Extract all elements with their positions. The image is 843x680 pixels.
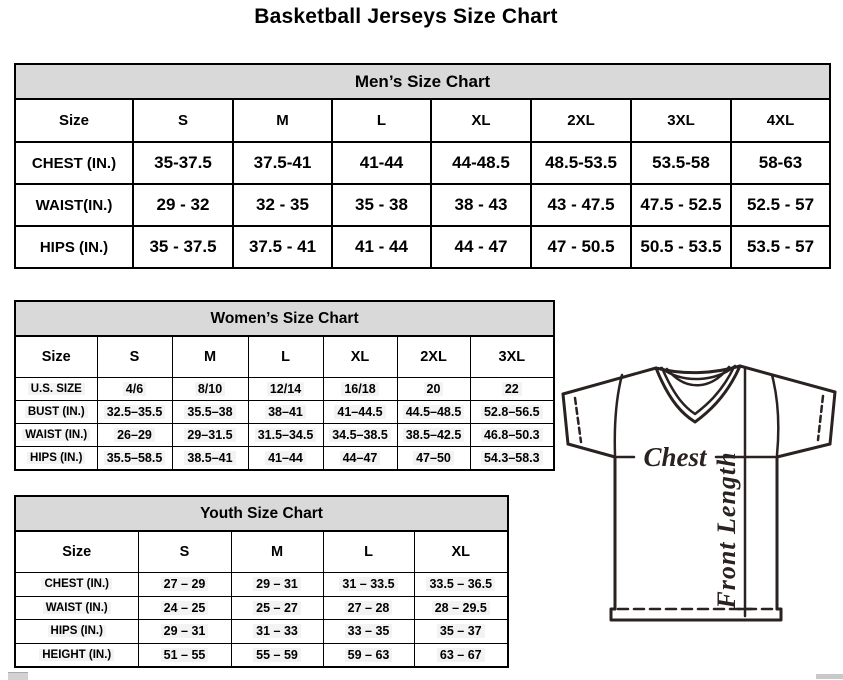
page-title: Basketball Jerseys Size Chart <box>254 5 558 28</box>
column-header: 3XL <box>631 99 731 142</box>
mens-size-chart-table <box>14 63 829 269</box>
table-cell: 38 - 43 <box>431 184 531 226</box>
table-cell: 31 – 33.5 <box>323 573 414 597</box>
table-cell: 27 – 29 <box>138 573 231 597</box>
table-cell: 46.8–50.3 <box>470 424 554 447</box>
womens-chart-title: Women’s Size Chart <box>15 301 554 336</box>
table-cell: 44–47 <box>323 447 397 471</box>
table-cell: 35 – 37 <box>414 620 508 644</box>
youth-size-chart-table <box>14 495 507 668</box>
table-cell: 50.5 - 53.5 <box>631 226 731 268</box>
table-cell: 26–29 <box>97 424 172 447</box>
table-cell: 59 – 63 <box>323 643 414 667</box>
right-cuff-dashed-line <box>818 396 823 440</box>
womens-size-chart-table <box>14 300 553 471</box>
table-cell: 47.5 - 52.5 <box>631 184 731 226</box>
row-label: HIPS (IN.) <box>15 226 133 268</box>
column-header: 2XL <box>397 336 470 378</box>
column-header: Size <box>15 531 138 573</box>
table-cell: 37.5-41 <box>233 142 332 184</box>
left-cuff-dashed-line <box>575 398 581 442</box>
table-row <box>15 301 554 336</box>
row-label: WAIST (IN.) <box>15 424 97 447</box>
right-shoulder-line <box>740 366 835 392</box>
column-header: XL <box>431 99 531 142</box>
table-cell: 38.5–41 <box>172 447 248 471</box>
table-cell: 44 - 47 <box>431 226 531 268</box>
row-label: HIPS (IN.) <box>15 447 97 471</box>
table-cell: 44.5–48.5 <box>397 401 470 424</box>
table-cell: 33 – 35 <box>323 620 414 644</box>
left-sleeve-bottom <box>568 444 615 457</box>
mens-chart-title: Men’s Size Chart <box>15 64 830 99</box>
table-cell: 35 - 37.5 <box>133 226 233 268</box>
table-cell: 41-44 <box>332 142 431 184</box>
table-cell: 54.3–58.3 <box>470 447 554 471</box>
left-sleeve-cuff <box>563 394 568 444</box>
column-header: XL <box>323 336 397 378</box>
bottom-right-cutoff-fragment <box>816 674 843 679</box>
youth-chart-title: Youth Size Chart <box>15 496 508 531</box>
table-row <box>15 573 508 597</box>
right-sleeve-cuff <box>830 392 835 444</box>
table-cell: 29 - 32 <box>133 184 233 226</box>
table-row <box>15 378 554 401</box>
table-cell: 37.5 - 41 <box>233 226 332 268</box>
table-cell: 58-63 <box>731 142 830 184</box>
table-row <box>15 99 830 142</box>
column-header: L <box>248 336 323 378</box>
table-cell: 33.5 – 36.5 <box>414 573 508 597</box>
table-row <box>15 142 830 184</box>
table-cell: 53.5 - 57 <box>731 226 830 268</box>
column-header: M <box>231 531 323 573</box>
column-header: S <box>138 531 231 573</box>
table-cell: 35 - 38 <box>332 184 431 226</box>
vneck-outer <box>656 366 740 422</box>
table-cell: 41–44 <box>248 447 323 471</box>
table-row <box>15 620 508 644</box>
left-shoulder-line <box>563 368 656 394</box>
table-cell: 16/18 <box>323 378 397 401</box>
table-cell: 29 – 31 <box>138 620 231 644</box>
right-armhole-seam <box>772 375 778 455</box>
column-header: M <box>172 336 248 378</box>
table-cell: 22 <box>470 378 554 401</box>
table-cell: 12/14 <box>248 378 323 401</box>
right-sleeve-bottom <box>777 444 830 457</box>
column-header: L <box>323 531 414 573</box>
table-cell: 32 - 35 <box>233 184 332 226</box>
column-header: S <box>133 99 233 142</box>
table-cell: 31 – 33 <box>231 620 323 644</box>
table-row <box>15 226 830 268</box>
table-cell: 35.5–58.5 <box>97 447 172 471</box>
table-cell: 27 – 28 <box>323 596 414 620</box>
column-header: XL <box>414 531 508 573</box>
row-label: HEIGHT (IN.) <box>15 643 138 667</box>
table-cell: 44-48.5 <box>431 142 531 184</box>
row-label: CHEST (IN.) <box>15 142 133 184</box>
row-label: BUST (IN.) <box>15 401 97 424</box>
table-cell: 25 – 27 <box>231 596 323 620</box>
table-cell: 38.5–42.5 <box>397 424 470 447</box>
table-cell: 29 – 31 <box>231 573 323 597</box>
table-cell: 29–31.5 <box>172 424 248 447</box>
table-cell: 53.5-58 <box>631 142 731 184</box>
table-row <box>15 184 830 226</box>
table-cell: 20 <box>397 378 470 401</box>
table-cell: 41 - 44 <box>332 226 431 268</box>
table-cell: 38–41 <box>248 401 323 424</box>
table-cell: 34.5–38.5 <box>323 424 397 447</box>
column-header: S <box>97 336 172 378</box>
table-row <box>15 447 554 471</box>
table-row <box>15 401 554 424</box>
table-row <box>15 496 508 531</box>
table-cell: 51 – 55 <box>138 643 231 667</box>
column-header: 3XL <box>470 336 554 378</box>
table-cell: 24 – 25 <box>138 596 231 620</box>
table-row <box>15 424 554 447</box>
chest-label: Chest <box>643 442 707 472</box>
row-label: HIPS (IN.) <box>15 620 138 644</box>
table-cell: 43 - 47.5 <box>531 184 631 226</box>
column-header: Size <box>15 336 97 378</box>
row-label: CHEST (IN.) <box>15 573 138 597</box>
table-cell: 52.8–56.5 <box>470 401 554 424</box>
table-row <box>15 531 508 573</box>
front-length-label: Front Length <box>712 451 741 609</box>
jersey-diagram <box>558 358 840 628</box>
table-row <box>15 64 830 99</box>
left-armhole-seam <box>615 375 622 455</box>
table-cell: 55 – 59 <box>231 643 323 667</box>
column-header: M <box>233 99 332 142</box>
column-header: Size <box>15 99 133 142</box>
table-cell: 47–50 <box>397 447 470 471</box>
table-cell: 8/10 <box>172 378 248 401</box>
table-row <box>15 643 508 667</box>
table-cell: 48.5-53.5 <box>531 142 631 184</box>
table-row <box>15 336 554 378</box>
row-label: U.S. SIZE <box>15 378 97 401</box>
table-cell: 31.5–34.5 <box>248 424 323 447</box>
table-cell: 63 – 67 <box>414 643 508 667</box>
table-cell: 28 – 29.5 <box>414 596 508 620</box>
table-cell: 35-37.5 <box>133 142 233 184</box>
column-header: 4XL <box>731 99 830 142</box>
table-cell: 4/6 <box>97 378 172 401</box>
column-header: L <box>332 99 431 142</box>
table-cell: 35.5–38 <box>172 401 248 424</box>
row-label: WAIST (IN.) <box>15 596 138 620</box>
hem-band <box>611 609 781 620</box>
table-cell: 52.5 - 57 <box>731 184 830 226</box>
table-cell: 41–44.5 <box>323 401 397 424</box>
table-cell: 32.5–35.5 <box>97 401 172 424</box>
column-header: 2XL <box>531 99 631 142</box>
table-cell: 47 - 50.5 <box>531 226 631 268</box>
table-row <box>15 596 508 620</box>
row-label: WAIST(IN.) <box>15 184 133 226</box>
